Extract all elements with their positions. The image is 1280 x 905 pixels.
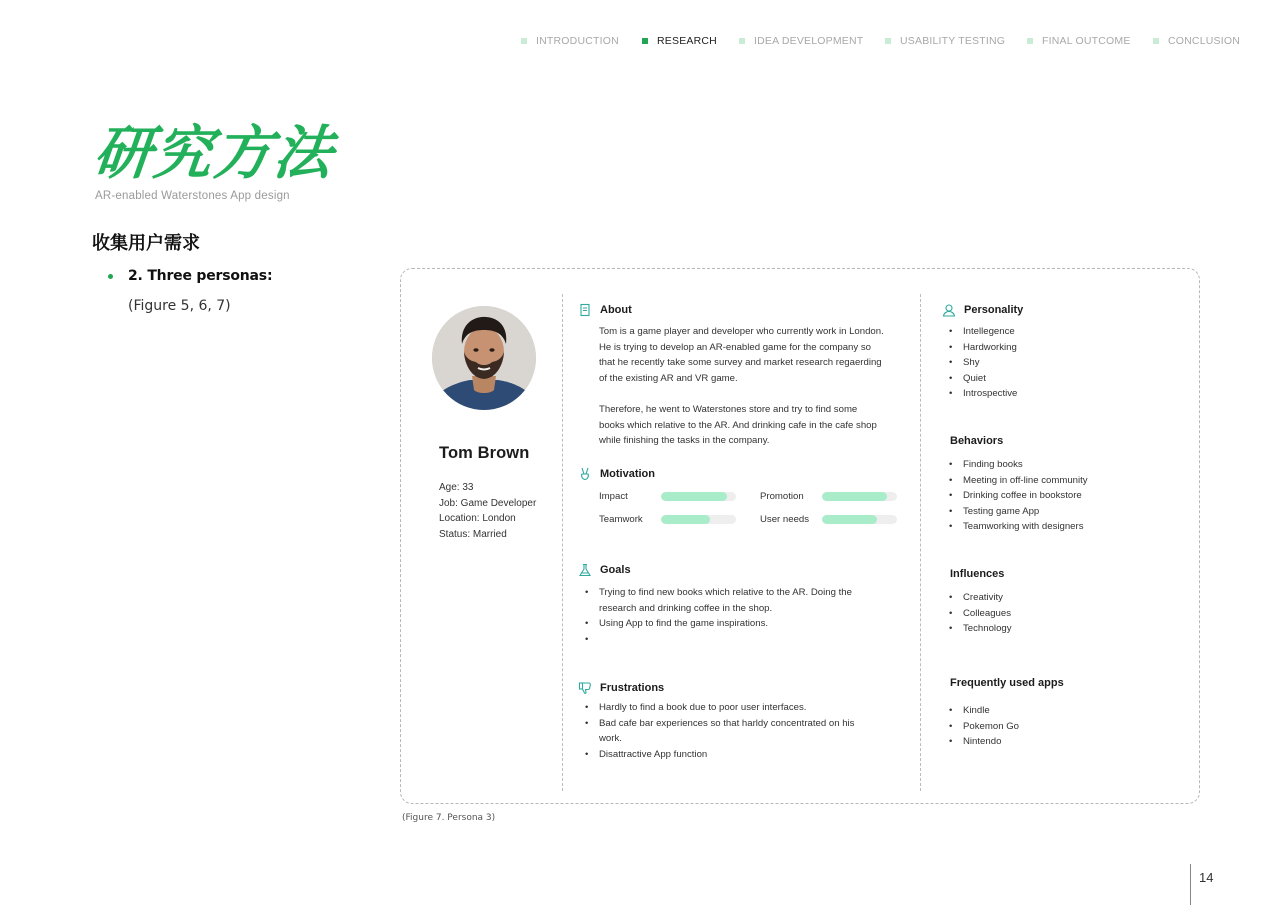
- nav-item-label: IDEA DEVELOPMENT: [754, 35, 864, 47]
- behaviors-list: [949, 457, 1169, 535]
- meter-teamwork: [599, 514, 736, 525]
- goals-heading: [578, 563, 631, 577]
- about-paragraph-1: Tom is a game player and developer who currently work in London. He is trying to develop an AR-enabled game for the company so that he recently take some survey and market research regaerding of the existing AR and VR game.: [599, 326, 884, 384]
- frustrations-heading: [578, 681, 664, 695]
- goals-title: Goals: [600, 564, 631, 576]
- meter-fill: [822, 515, 877, 524]
- thumbs-down-icon: [578, 681, 592, 695]
- list-item: • Finding books: [949, 457, 1169, 473]
- meter-label: Teamwork: [599, 514, 643, 525]
- frustrations-list: [585, 700, 870, 762]
- meter-track: [822, 515, 897, 524]
- page-number: 14: [1199, 870, 1214, 885]
- nav-item-label: INTRODUCTION: [536, 35, 619, 47]
- column-divider: [920, 294, 921, 791]
- meter-fill: [661, 492, 727, 501]
- motivation-title: Motivation: [600, 468, 655, 480]
- meter-fill: [822, 492, 887, 501]
- list-item: • Testing game App: [949, 504, 1169, 520]
- influences-list: [949, 590, 1169, 637]
- list-item: • Trying to find new books which relative to the AR. Doing the research and drinking coffee in the shop.: [585, 585, 855, 616]
- persona-location: Location: London: [439, 513, 516, 525]
- nav-marker-icon: [521, 38, 527, 44]
- person-icon: [942, 303, 956, 317]
- meter-user-needs: [760, 514, 897, 525]
- top-nav: [0, 35, 1280, 49]
- list-item: • Drinking coffee in bookstore: [949, 488, 1169, 504]
- about-heading: [578, 303, 632, 317]
- list-item: • Intellegence: [949, 324, 1169, 340]
- meter-track: [822, 492, 897, 501]
- persona-status: Status: Married: [439, 528, 507, 540]
- list-item: • Bad cafe bar experiences so that harldy concentrated on his work.: [585, 716, 870, 747]
- nav-item-usability-testing[interactable]: [885, 35, 1005, 47]
- persona-name: Tom Brown: [439, 444, 530, 462]
- goals-list: [585, 585, 855, 632]
- meter-fill: [661, 515, 710, 524]
- list-item: • Kindle: [949, 703, 1169, 719]
- figure-caption: (Figure 7. Persona 3): [402, 813, 496, 823]
- meter-label: User needs: [760, 514, 810, 525]
- list-item: • Quiet: [949, 371, 1169, 387]
- list-item: • Pokemon Go: [949, 719, 1169, 735]
- page-title: 研究方法: [90, 119, 338, 187]
- meter-label: Promotion: [760, 491, 804, 502]
- list-item: • Shy: [949, 355, 1169, 371]
- persona-card: [400, 268, 1200, 804]
- frustrations-title: Frustrations: [600, 682, 665, 694]
- document-icon: [578, 303, 592, 317]
- about-title: About: [600, 304, 632, 316]
- list-item: • Colleagues: [949, 606, 1169, 622]
- list-item: • Meeting in off-line community: [949, 473, 1169, 489]
- nav-marker-icon: [1153, 38, 1159, 44]
- persona-job: Job: Game Developer: [439, 497, 537, 509]
- nav-marker-icon: [885, 38, 891, 44]
- persona-facts: [439, 480, 536, 542]
- nav-item-research[interactable]: [642, 35, 717, 47]
- apps-list: [949, 703, 1169, 750]
- flask-icon: [578, 563, 592, 577]
- personality-heading: [942, 303, 1023, 317]
- list-item: • Disattractive App function: [585, 747, 870, 763]
- meter-impact: [599, 491, 736, 502]
- nav-marker-icon: [739, 38, 745, 44]
- personality-list: [949, 324, 1169, 402]
- persona-avatar: [432, 306, 536, 410]
- nav-item-introduction[interactable]: [521, 35, 619, 47]
- persona-age: Age: 33: [439, 482, 474, 493]
- list-item: • Using App to find the game inspirations.: [585, 616, 855, 632]
- bullet-text: 2. Three personas:: [128, 268, 273, 284]
- nav-item-label: USABILITY TESTING: [900, 35, 1006, 47]
- peace-hand-icon: [578, 467, 592, 481]
- about-paragraph-2: Therefore, he went to Waterstones store and try to find some books which relative to the AR. And drinking cafe in the cafe shop while finishing the tasks in the company.: [599, 404, 877, 447]
- nav-marker-icon: [642, 38, 648, 44]
- list-item: • Creativity: [949, 590, 1169, 606]
- motivation-heading: [578, 467, 655, 481]
- apps-title: Frequently used apps: [950, 677, 1064, 689]
- page-number-rule: [1190, 864, 1191, 905]
- nav-item-label: RESEARCH: [657, 35, 717, 47]
- apps-heading: [950, 677, 1064, 689]
- meter-track: [661, 492, 736, 501]
- behaviors-heading: [950, 435, 1003, 447]
- nav-item-final-outcome[interactable]: [1027, 35, 1131, 47]
- list-item: • Hardly to find a book due to poor user interfaces.: [585, 700, 870, 716]
- column-divider: [562, 294, 563, 791]
- influences-heading: [950, 568, 1004, 580]
- bullet-dot-icon: [108, 274, 113, 279]
- nav-item-label: CONCLUSION: [1168, 35, 1241, 47]
- personality-title: Personality: [964, 304, 1024, 316]
- avatar-portrait-icon: [432, 306, 536, 410]
- meter-label: Impact: [599, 491, 628, 502]
- influences-title: Influences: [950, 568, 1005, 580]
- persona-bullet: [108, 268, 272, 284]
- section-heading: 收集用户需求: [92, 233, 200, 254]
- meter-track: [661, 515, 736, 524]
- list-item: • Introspective: [949, 386, 1169, 402]
- behaviors-title: Behaviors: [950, 435, 1004, 447]
- nav-item-label: FINAL OUTCOME: [1042, 35, 1131, 47]
- nav-item-conclusion[interactable]: [1153, 35, 1240, 47]
- nav-item-idea-development[interactable]: [739, 35, 863, 47]
- list-item: • Nintendo: [949, 734, 1169, 750]
- list-item: • Hardworking: [949, 340, 1169, 356]
- nav-marker-icon: [1027, 38, 1033, 44]
- list-item: • Teamworking with designers: [949, 519, 1169, 535]
- page-subtitle: AR-enabled Waterstones App design: [95, 190, 290, 202]
- meter-promotion: [760, 491, 897, 502]
- figure-reference: (Figure 5, 6, 7): [128, 298, 231, 314]
- list-item: • Technology: [949, 621, 1169, 637]
